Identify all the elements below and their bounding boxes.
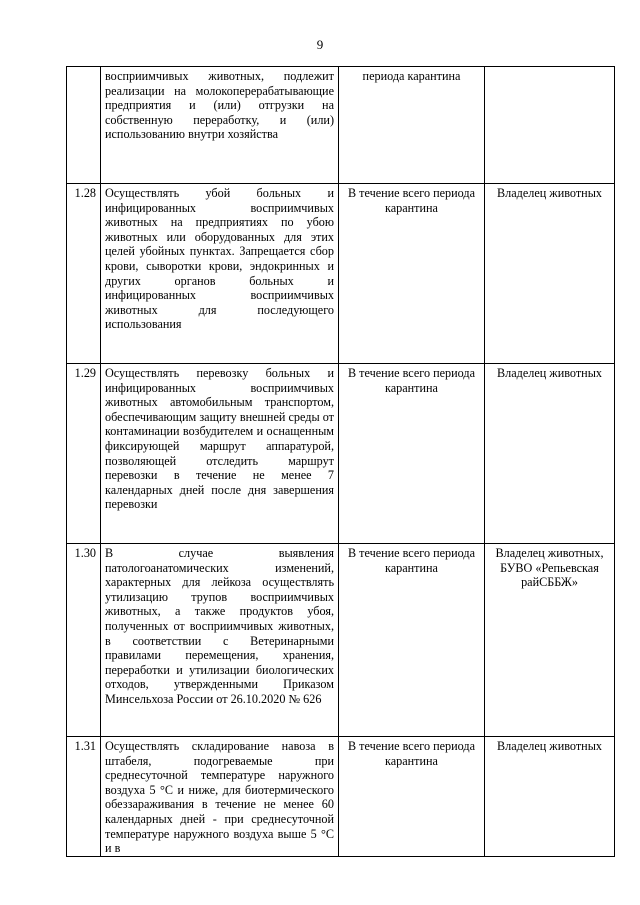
measure-text: Осуществлять убой больных и инфицированных восприимчивых животных на предприятиях по убою животных или оборудованных для этих целей убойных пунктах. Запрещается сбор крови, сыворотки крови, эндокринных и других органов больных и инфицированных восприимчивых животных для последующего использования bbox=[101, 184, 339, 364]
measure-text: В случае выявления патологоанатомических изменений, характерных для лейкоза осуществлять утилизацию трупов восприимчивых животных, а также продуктов убоя, полученных от восприимчивых животных, в соответствии с Ветеринарными правилами перемещения, хранения, переработки и утилизации биологических отходов, утвержденными Приказом Минсельхоза России от 26.10.2020 № 626 bbox=[101, 544, 339, 737]
measure-text: Осуществлять складирование навоза в штабеля, подогреваемые при среднесуточной температуре наружного воздуха 5 °С и ниже, для биотермического обеззараживания в течение не менее 60 календарных дней - при среднесуточной температуре наружного воздуха выше 5 °С и в bbox=[101, 737, 339, 857]
table-row bbox=[67, 67, 615, 184]
table-row bbox=[67, 184, 615, 364]
measure-text: восприимчивых животных, подлежит реализации на молокоперерабатывающие предприятия и (или) отгрузки на собственную переработку, и (или) использованию внутри хозяйства bbox=[101, 67, 339, 184]
page-number: 9 bbox=[316, 37, 324, 52]
responsible-text: Владелец животных bbox=[485, 737, 615, 857]
deadline-text: В течение всего периода карантина bbox=[339, 364, 485, 544]
measures-table bbox=[66, 66, 615, 857]
table-row bbox=[67, 737, 615, 857]
table-row bbox=[67, 544, 615, 737]
deadline-text: периода карантина bbox=[339, 67, 485, 184]
responsible-text: Владелец животных, БУВО «Репьевская райСББЖ» bbox=[485, 544, 615, 737]
item-number: 1.31 bbox=[67, 737, 101, 857]
item-number bbox=[67, 67, 101, 184]
responsible-text: Владелец животных bbox=[485, 184, 615, 364]
item-number: 1.28 bbox=[67, 184, 101, 364]
item-number: 1.29 bbox=[67, 364, 101, 544]
measure-text: Осуществлять перевозку больных и инфицированных восприимчивых животных автомобильным транспортом, обеспечивающим защиту внешней среды от контаминации возбудителем и оснащенным фиксирующей маршрут аппаратурой, позволяющей отследить маршрут перевозки в течение не менее 7 календарных дней после дня завершения перевозки bbox=[101, 364, 339, 544]
deadline-text: В течение всего периода карантина bbox=[339, 184, 485, 364]
item-number: 1.30 bbox=[67, 544, 101, 737]
deadline-text: В течение всего периода карантина bbox=[339, 737, 485, 857]
responsible-text bbox=[485, 67, 615, 184]
deadline-text: В течение всего периода карантина bbox=[339, 544, 485, 737]
responsible-text: Владелец животных bbox=[485, 364, 615, 544]
table-row bbox=[67, 364, 615, 544]
